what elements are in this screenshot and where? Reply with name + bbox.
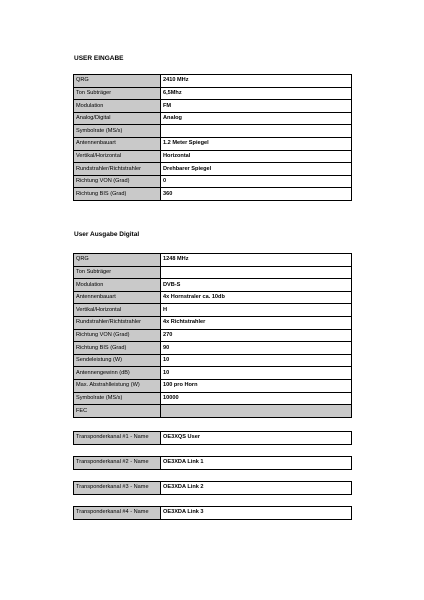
row-label: Richtung BIS (Grad): [74, 188, 161, 201]
row-label: Richtung VON (Grad): [74, 329, 161, 342]
row-value: 1248 MHz: [161, 254, 352, 267]
row-value: Drehbarer Spiegel: [161, 163, 352, 176]
row-value: 1.2 Meter Spiegel: [161, 137, 352, 150]
table-row: [74, 254, 352, 267]
table-row: [74, 379, 352, 392]
table-row: [74, 507, 352, 520]
user-ausgabe-digital-table: [73, 253, 352, 418]
table-row: [74, 354, 352, 367]
row-value: 4x Hornstraler ca. 10db: [161, 291, 352, 304]
row-label: Rundstrahler/Richtstrahler: [74, 316, 161, 329]
row-label: Symbolrate (MS/s): [74, 125, 161, 138]
row-label: QRG: [74, 254, 161, 267]
row-label: Vertikal/Horizontal: [74, 150, 161, 163]
table-row: [74, 342, 352, 355]
transponder-label: Transponderkanal #4 - Name: [74, 507, 161, 520]
table-row: [74, 329, 352, 342]
row-value: Horizontal: [161, 150, 352, 163]
row-label: Vertikal/Horizontal: [74, 304, 161, 317]
row-value: 270: [161, 329, 352, 342]
row-value: [161, 125, 352, 138]
row-value: 0: [161, 175, 352, 188]
user-eingabe-table: [73, 74, 352, 201]
row-label: QRG: [74, 75, 161, 88]
table-row: [74, 266, 352, 279]
row-label: Antennenbauart: [74, 137, 161, 150]
table-row: [74, 188, 352, 201]
transponder-name: OE3XDA Link 1: [161, 457, 352, 470]
transponder-label: Transponderkanal #3 - Name: [74, 482, 161, 495]
row-label: Modulation: [74, 279, 161, 292]
row-value: 10: [161, 354, 352, 367]
row-value: 360: [161, 188, 352, 201]
row-value: [161, 405, 352, 418]
row-value: Analog: [161, 112, 352, 125]
table-row: [74, 367, 352, 380]
table-row: [74, 392, 352, 405]
table-row: [74, 457, 352, 470]
row-label: Symbolrate (MS/s): [74, 392, 161, 405]
transponder-label: Transponderkanal #1 - Name: [74, 432, 161, 445]
table-row: [74, 175, 352, 188]
table-row: [74, 279, 352, 292]
row-label: Rundstrahler/Richtstrahler: [74, 163, 161, 176]
table-row: [74, 163, 352, 176]
table-row: [74, 405, 352, 418]
transponder-name: OE3XDA Link 2: [161, 482, 352, 495]
row-value: DVB-S: [161, 279, 352, 292]
row-value: 4x Richtstrahler: [161, 316, 352, 329]
row-label: Antennenbauart: [74, 291, 161, 304]
table-row: [74, 137, 352, 150]
table-row: [74, 87, 352, 100]
transponder-table-2: [73, 456, 352, 470]
row-value: 6,5Mhz: [161, 87, 352, 100]
section-title-user-eingabe: USER EINGABE: [74, 55, 124, 62]
row-value: 100 pro Horn: [161, 379, 352, 392]
transponder-label: Transponderkanal #2 - Name: [74, 457, 161, 470]
row-label: Analog/Digital: [74, 112, 161, 125]
section-title-user-ausgabe-digital: User Ausgabe Digital: [74, 231, 140, 238]
row-label: Richtung BIS (Grad): [74, 342, 161, 355]
table-row: [74, 291, 352, 304]
transponder-name: OE3XQS User: [161, 432, 352, 445]
row-value: 90: [161, 342, 352, 355]
row-value: H: [161, 304, 352, 317]
row-label: FEC: [74, 405, 161, 418]
row-label: Max. Abstrahlleistung (W): [74, 379, 161, 392]
table-row: [74, 125, 352, 138]
row-value: FM: [161, 100, 352, 113]
row-label: Sendeleistung (W): [74, 354, 161, 367]
table-row: [74, 432, 352, 445]
transponder-table-3: [73, 481, 352, 495]
row-label: Richtung VON (Grad): [74, 175, 161, 188]
row-value: 10000: [161, 392, 352, 405]
table-row: [74, 100, 352, 113]
transponder-table-4: [73, 506, 352, 520]
row-value: 2410 MHz: [161, 75, 352, 88]
table-row: [74, 112, 352, 125]
transponder-table-1: [73, 431, 352, 445]
table-row: [74, 75, 352, 88]
row-label: Modulation: [74, 100, 161, 113]
table-row: [74, 150, 352, 163]
table-row: [74, 304, 352, 317]
row-value: 10: [161, 367, 352, 380]
table-row: [74, 482, 352, 495]
row-value: [161, 266, 352, 279]
table-row: [74, 316, 352, 329]
row-label: Ton Subträger: [74, 266, 161, 279]
row-label: Ton Subträger: [74, 87, 161, 100]
row-label: Antennengewinn (dB): [74, 367, 161, 380]
transponder-name: OE3XDA Link 3: [161, 507, 352, 520]
